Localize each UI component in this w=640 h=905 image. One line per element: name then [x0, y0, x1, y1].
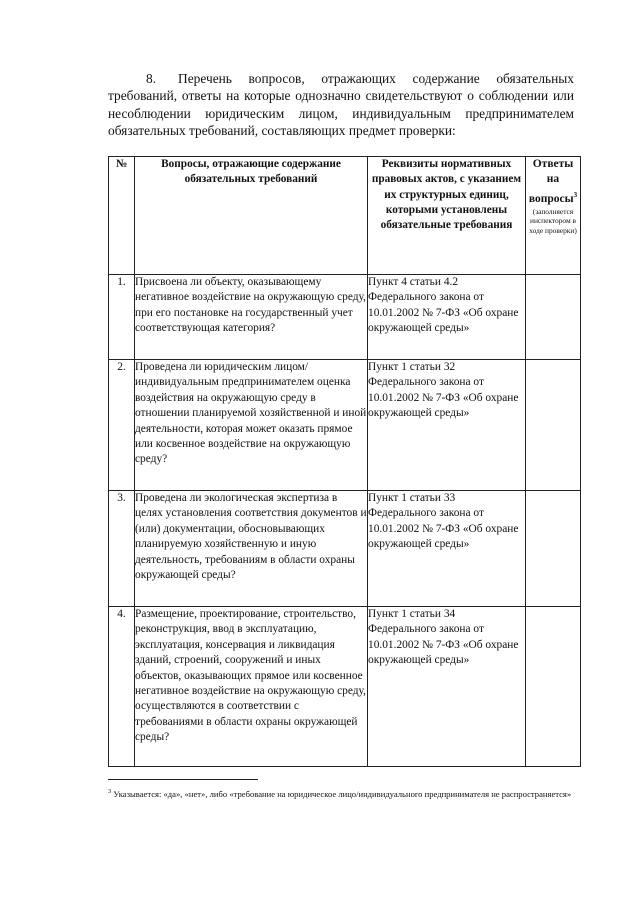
- table-row: [109, 607, 581, 767]
- row-answer-cell[interactable]: [526, 491, 581, 607]
- section-text: Перечень вопросов, отражающих содержание обязательных требований, ответы на которые однозначно свидетельствуют о соблюдении или несоблюдении юридическим лицом, индивидуальным предпринимателем обязательных требований, составляющих предмет проверки:: [108, 71, 574, 139]
- row-num: 3.: [109, 491, 135, 607]
- table-row: [109, 275, 581, 360]
- checklist-table: [108, 156, 581, 767]
- footnote-separator: [108, 779, 258, 780]
- row-requisites: Пункт 1 статьи 33 Федерального закона от 10.01.2002 № 7-ФЗ «Об охране окружающей среды»: [368, 491, 526, 607]
- header-answers-label: Ответы на вопросы: [528, 158, 574, 205]
- row-answer-cell[interactable]: [526, 360, 581, 491]
- header-requisites: Реквизиты нормативных правовых актов, с указанием их структурных единиц, которыми установлены обязательные требования: [368, 157, 526, 275]
- header-answers: [526, 157, 581, 275]
- row-requisites: Пункт 1 статьи 32 Федерального закона от 10.01.2002 № 7-ФЗ «Об охране окружающей среды»: [368, 360, 526, 491]
- header-question: Вопросы, отражающие содержание обязательных требований: [135, 157, 368, 275]
- row-question: Проведена ли юридическим лицом/индивидуальным предпринимателем оценка воздействия на окружающую среду в отношении планируемой хозяйственной и иной деятельности, которая может оказать прямое или косвенное воздействие на окружающую среду?: [135, 360, 368, 491]
- footnote-ref: 3: [573, 190, 578, 199]
- row-answer-cell[interactable]: [526, 607, 581, 767]
- footnote-text: Указывается: «да», «нет», либо «требование на юридическое лицо/индивидуального предпринимателя не распространяется»: [113, 788, 572, 799]
- row-requisites: Пункт 4 статьи 4.2 Федерального закона от 10.01.2002 № 7-ФЗ «Об охране окружающей среды»: [368, 275, 526, 360]
- row-answer-cell[interactable]: [526, 275, 581, 360]
- section-intro: [108, 70, 574, 140]
- row-question: Проведена ли экологическая экспертиза в целях установления соответствия документов и (или) документации, обосновывающих планируемую хозяйственную и иную деятельность, требованиям в области охраны окружающей среды?: [135, 491, 368, 607]
- row-num: 1.: [109, 275, 135, 360]
- row-question: Размещение, проектирование, строительство, реконструкция, ввод в эксплуатацию, эксплуатация, консервация и ликвидация зданий, строений, сооружений и иных объектов, оказывающих прямое или косвенное негативное воздействие на окружающую среду, осуществляются в соответствии с требованиями в области охраны окружающей среды?: [135, 607, 368, 767]
- header-num: №: [109, 157, 135, 275]
- table-row: [109, 360, 581, 491]
- footnote: [108, 786, 578, 800]
- section-number: 8.: [146, 71, 157, 86]
- header-answers-note: (заполняется инспектором в ходе проверки): [529, 206, 577, 235]
- row-num: 2.: [109, 360, 135, 491]
- table-header-row: [109, 157, 581, 275]
- footnote-marker: 3: [108, 788, 112, 795]
- row-num: 4.: [109, 607, 135, 767]
- table-row: [109, 491, 581, 607]
- row-requisites: Пункт 1 статьи 34 Федерального закона от 10.01.2002 № 7-ФЗ «Об охране окружающей среды»: [368, 607, 526, 767]
- row-question: Присвоена ли объекту, оказывающему негативное воздействие на окружающую среду, при его постановке на государственный учет соответствующая категория?: [135, 275, 368, 360]
